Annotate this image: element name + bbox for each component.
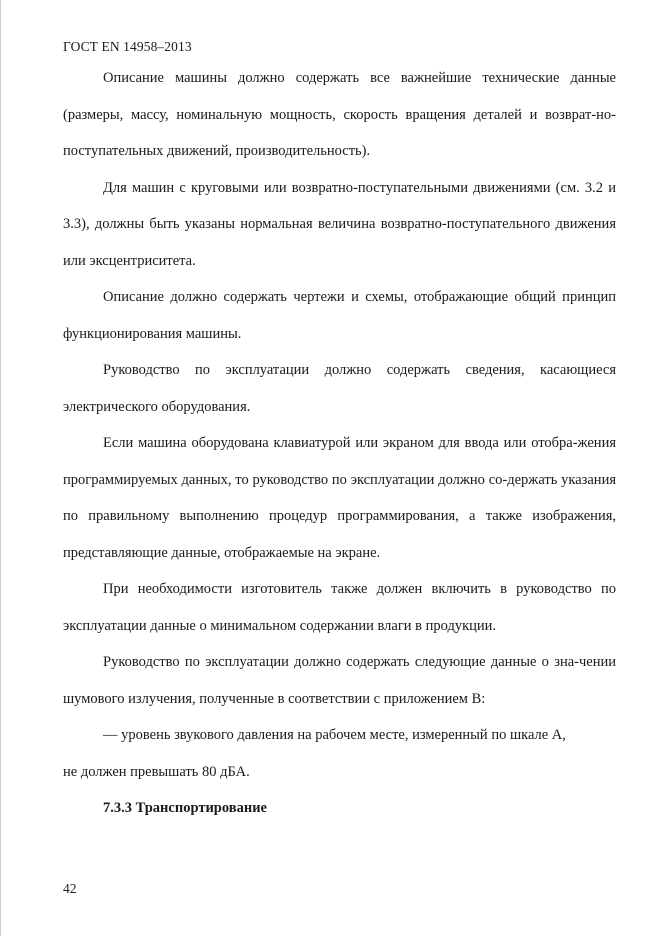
paragraph-drawings: Описание должно содержать чертежи и схемы, отображающие общий принцип функционирования машины. xyxy=(63,289,616,342)
bullet-item-sound-pressure xyxy=(63,717,616,790)
paragraph-moisture: При необходимости изготовитель также должен включить в руководство по эксплуатации данные о минимальном содержании влаги в продукции. xyxy=(63,581,616,634)
bullet-line-1: — уровень звукового давления на рабочем месте, измеренный по шкале А, xyxy=(103,727,566,743)
document-header: ГОСТ EN 14958–2013 xyxy=(63,39,192,54)
bullet-line-2: не должен превышать 80 дБА. xyxy=(63,763,250,780)
page-number: 42 xyxy=(63,881,77,896)
paragraph-noise-emission: Руководство по эксплуатации должно содержать следующие данные о зна-чении шумового излучения, полученные в соответствии с приложением В: xyxy=(63,654,616,707)
paragraph-machine-description: Описание машины должно содержать все важнейшие технические данные (размеры, массу, номинальную мощность, скорость вращения деталей и возврат-но-поступательных движений, производительность). xyxy=(63,70,616,159)
paragraph-electrical-equipment: Руководство по эксплуатации должно содержать сведения, касающиеся электрического оборудования. xyxy=(63,362,616,415)
paragraph-programming: Если машина оборудована клавиатурой или экраном для ввода или отобра-жения программируемых данных, то руководство по эксплуатации должно со-держать указания по правильному выполнению процедур программирования, а также изображения, представляющие данные, отображаемые на экране. xyxy=(63,435,616,561)
paragraph-reciprocating-motion: Для машин с круговыми или возвратно-поступательными движениями (см. 3.2 и 3.3), должны быть указаны нормальная величина возвратно-поступательного движения или эксцентриситета. xyxy=(63,179,616,269)
section-heading-transport: 7.3.3 Транспортирование xyxy=(103,800,267,816)
document-body xyxy=(63,60,616,827)
